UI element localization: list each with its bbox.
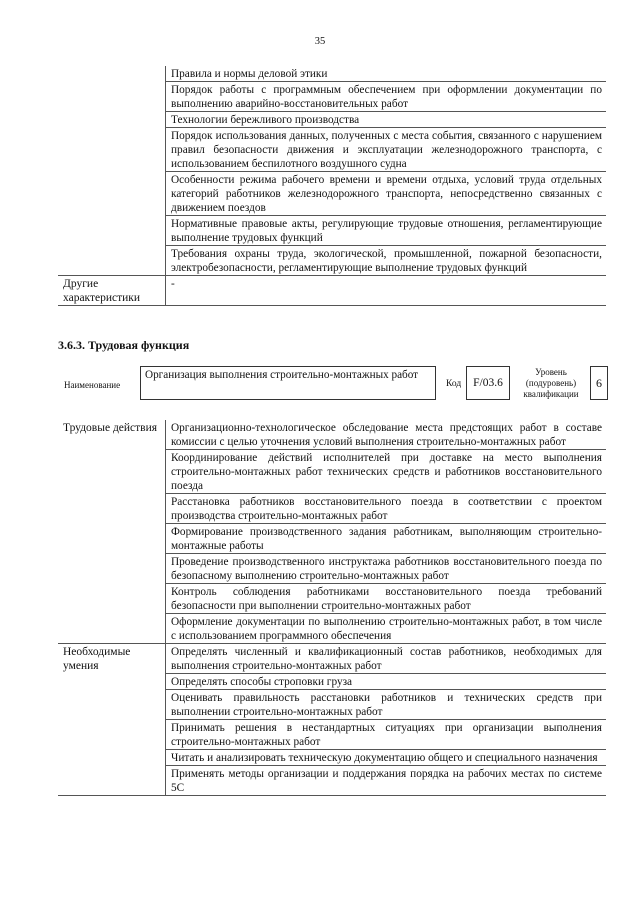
row-label bbox=[58, 584, 166, 614]
code-value-box: F/03.6 bbox=[466, 366, 510, 400]
table-row bbox=[58, 246, 606, 276]
row-label bbox=[58, 66, 166, 82]
row-text: Порядок использования данных, полученных с места события, связанного с нарушением правил безопасности движения и эксплуатации железнодорожного транспорта, с использованием беспилотного воздушного судна bbox=[166, 128, 607, 172]
page-number: 35 bbox=[314, 36, 326, 47]
knowledge-table bbox=[58, 66, 606, 306]
row-label bbox=[58, 524, 166, 554]
function-table bbox=[58, 420, 606, 796]
section-title: 3.6.3. Трудовая функция bbox=[58, 338, 190, 352]
table-row bbox=[58, 128, 606, 172]
row-label bbox=[58, 554, 166, 584]
table-row bbox=[58, 674, 606, 690]
row-text: Особенности режима рабочего времени и времени отдыха, условий труда отдельных категорий работников железнодорожного транспорта, непосредственно связанных с движением поездов bbox=[166, 172, 607, 216]
table-row bbox=[58, 66, 606, 82]
row-label bbox=[58, 750, 166, 766]
table-row bbox=[58, 524, 606, 554]
row-text: Оценивать правильность расстановки работников и технических средств при выполнении строительно-монтажных работ bbox=[166, 690, 607, 720]
row-text: Порядок работы с программным обеспечением при оформлении документации по выполнению аварийно-восстановительных работ bbox=[166, 82, 607, 112]
row-text: Контроль соблюдения работниками восстановительного поезда требований безопасности при выполнении строительно-монтажных работ bbox=[166, 584, 607, 614]
table-row bbox=[58, 766, 606, 796]
level-value-box: 6 bbox=[590, 366, 608, 400]
table-row bbox=[58, 584, 606, 614]
table-row bbox=[58, 720, 606, 750]
row-text: Правила и нормы деловой этики bbox=[166, 66, 607, 82]
table-row bbox=[58, 690, 606, 720]
row-text: Организационно-технологическое обследование места предстоящих работ в составе комиссии с целью уточнения условий выполнения строительно-монтажных работ bbox=[166, 420, 607, 450]
table-row bbox=[58, 82, 606, 112]
row-label bbox=[58, 172, 166, 216]
table-row bbox=[58, 494, 606, 524]
row-text: Читать и анализировать техническую документацию общего и специального назначения bbox=[166, 750, 607, 766]
row-text: Нормативные правовые акты, регулирующие трудовые отношения, регламентирующие выполнение трудовых функций bbox=[166, 216, 607, 246]
row-label bbox=[58, 494, 166, 524]
row-label-other-characteristics: Другие характеристики bbox=[58, 276, 166, 306]
row-text: - bbox=[166, 276, 607, 306]
row-label bbox=[58, 720, 166, 750]
row-label bbox=[58, 128, 166, 172]
table-row bbox=[58, 172, 606, 216]
row-text: Технологии бережливого производства bbox=[166, 112, 607, 128]
code-label: Код bbox=[446, 379, 462, 389]
table-row bbox=[58, 216, 606, 246]
row-label-labor-actions: Трудовые действия bbox=[63, 422, 158, 434]
table-row bbox=[58, 614, 606, 644]
row-text: Формирование производственного задания работникам, выполняющим строительно-монтажные работы bbox=[166, 524, 607, 554]
name-label: Наименование bbox=[64, 380, 121, 390]
row-label bbox=[58, 112, 166, 128]
row-text: Определять способы строповки груза bbox=[166, 674, 607, 690]
row-text: Применять методы организации и поддержания порядка на рабочих местах по системе 5С bbox=[166, 766, 607, 796]
name-value-box: Организация выполнения строительно-монтажных работ bbox=[140, 366, 436, 400]
table-row bbox=[58, 644, 606, 674]
level-label: Уровень (подуровень) квалификации bbox=[523, 367, 579, 399]
row-label bbox=[58, 690, 166, 720]
row-text: Координирование действий исполнителей при доставке на место выполнения строительно-монтажных работ технических средств и работников восстановительного поезда bbox=[166, 450, 607, 494]
table-row bbox=[58, 450, 606, 494]
row-label bbox=[58, 246, 166, 276]
table-row bbox=[58, 420, 606, 450]
table-row bbox=[58, 750, 606, 766]
row-text: Определять численный и квалификационный состав работников, необходимых для выполнения строительно-монтажных работ bbox=[166, 644, 607, 674]
row-label bbox=[58, 216, 166, 246]
table-row bbox=[58, 112, 606, 128]
row-label bbox=[58, 674, 166, 690]
row-label bbox=[58, 614, 166, 644]
row-text: Требования охраны труда, экологической, промышленной, пожарной безопасности, электробезопасности, регламентирующие выполнение трудовых функций bbox=[166, 246, 607, 276]
row-label bbox=[58, 450, 166, 494]
row-label bbox=[58, 766, 166, 796]
row-text: Принимать решения в нестандартных ситуациях при организации выполнения строительно-монтажных работ bbox=[166, 720, 607, 750]
row-text: Проведение производственного инструктажа работников восстановительного поезда по безопасному выполнению строительно-монтажных работ bbox=[166, 554, 607, 584]
table-row bbox=[58, 554, 606, 584]
row-text: Расстановка работников восстановительного поезда в соответствии с проектом производства строительно-монтажных работ bbox=[166, 494, 607, 524]
row-label bbox=[58, 82, 166, 112]
table-row bbox=[58, 276, 606, 306]
row-label-required-skills: Необходимые умения bbox=[63, 646, 131, 672]
row-text: Оформление документации по выполнению строительно-монтажных работ, в том числе с использованием программного обеспечения bbox=[166, 614, 607, 644]
